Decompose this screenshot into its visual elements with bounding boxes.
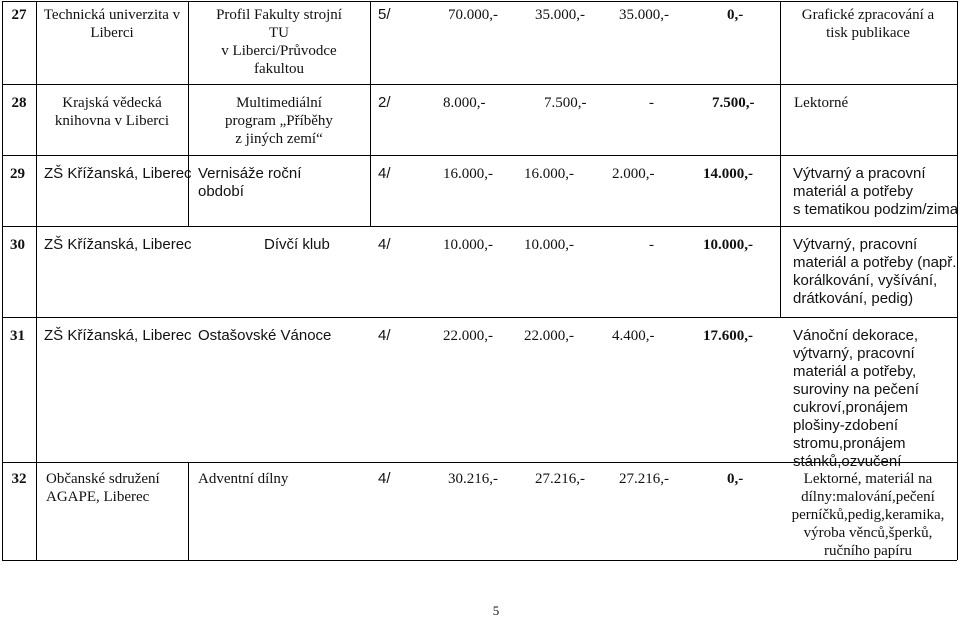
- total-cost: 16.000,-: [443, 166, 493, 182]
- own-contribution: 4.400,-: [612, 328, 655, 344]
- period: 4/: [378, 470, 391, 487]
- own-contribution: -: [649, 95, 654, 111]
- other-amount: 10.000,-: [703, 237, 753, 253]
- total-cost: 10.000,-: [443, 237, 493, 253]
- total-cost: 8.000,-: [443, 95, 486, 111]
- row-rule: [2, 317, 957, 318]
- column-rule: [188, 1, 189, 226]
- requested-amount: 35.000,-: [535, 7, 585, 23]
- own-contribution: 27.216,-: [619, 471, 669, 487]
- purpose: Vánoční dekorace, výtvarný, pracovní materiál a potřeby, suroviny na pečení cukroví,pronájem plošiny-zdobení stromu,pronájem stánků,ozvučení: [793, 327, 919, 470]
- organization: ZŠ Křížanská, Liberec: [44, 327, 192, 344]
- row-rule: [2, 560, 957, 561]
- column-rule: [957, 1, 958, 560]
- row-number: 27: [11, 7, 27, 23]
- project-name: Ostašovské Vánoce: [198, 327, 332, 344]
- project-name: Dívčí klub: [264, 236, 330, 253]
- other-amount: 14.000,-: [703, 166, 753, 182]
- requested-amount: 27.216,-: [535, 471, 585, 487]
- other-amount: 0,-: [727, 471, 744, 487]
- organization: Technická univerzita v Liberci: [43, 7, 181, 41]
- own-contribution: 35.000,-: [619, 7, 669, 23]
- row-rule: [2, 226, 957, 227]
- purpose: Výtvarný, pracovní materiál a potřeby (např. korálkování, vyšívání, drátkování, pedig): [793, 236, 957, 307]
- column-rule: [370, 1, 371, 226]
- purpose: Výtvarný a pracovní materiál a potřeby s tematikou podzim/zima: [793, 165, 959, 218]
- requested-amount: 7.500,-: [544, 95, 587, 111]
- row-number: 30: [10, 237, 25, 253]
- total-cost: 30.216,-: [448, 471, 498, 487]
- total-cost: 70.000,-: [448, 7, 498, 23]
- row-rule: [2, 1, 957, 2]
- purpose: Grafické zpracování a tisk publikace: [801, 7, 935, 41]
- requested-amount: 16.000,-: [524, 166, 574, 182]
- purpose: Lektorné: [794, 95, 849, 111]
- own-contribution: 2.000,-: [612, 166, 655, 182]
- project-name: Adventní dílny: [198, 471, 289, 487]
- other-amount: 7.500,-: [712, 95, 755, 111]
- organization: Občanské sdružení AGAPE, Liberec: [46, 471, 160, 505]
- row-rule: [2, 84, 957, 85]
- other-amount: 17.600,-: [703, 328, 753, 344]
- row-number: 28: [11, 95, 27, 111]
- row-number: 31: [10, 328, 25, 344]
- project-name: Vernisáže roční období: [198, 165, 302, 200]
- period: 5/: [378, 6, 391, 23]
- requested-amount: 22.000,-: [524, 328, 574, 344]
- other-amount: 0,-: [727, 7, 744, 23]
- period: 2/: [378, 94, 391, 111]
- period: 4/: [378, 327, 391, 344]
- purpose: Lektorné, materiál na dílny:malování,pečení perníčků,pedig,keramika, výroba věnců,šperků, ručního papíru: [791, 471, 945, 559]
- column-rule: [36, 1, 37, 560]
- page-number: 5: [492, 603, 500, 618]
- row-number: 29: [10, 166, 25, 182]
- organization: ZŠ Křížanská, Liberec: [44, 236, 192, 253]
- period: 4/: [378, 236, 391, 253]
- organization: ZŠ Křížanská, Liberec: [44, 165, 192, 182]
- total-cost: 22.000,-: [443, 328, 493, 344]
- column-rule: [188, 462, 189, 560]
- column-rule: [2, 1, 3, 560]
- row-rule: [2, 155, 957, 156]
- project-name: Profil Fakulty strojní TU v Liberci/Průvodce fakultou: [216, 7, 342, 77]
- row-number: 32: [11, 471, 27, 487]
- requested-amount: 10.000,-: [524, 237, 574, 253]
- period: 4/: [378, 165, 391, 182]
- project-name: Multimediální program „Příběhy z jiných zemí“: [225, 95, 333, 147]
- own-contribution: -: [649, 237, 654, 253]
- column-rule: [780, 1, 781, 317]
- organization: Krajská vědecká knihovna v Liberci: [54, 95, 170, 129]
